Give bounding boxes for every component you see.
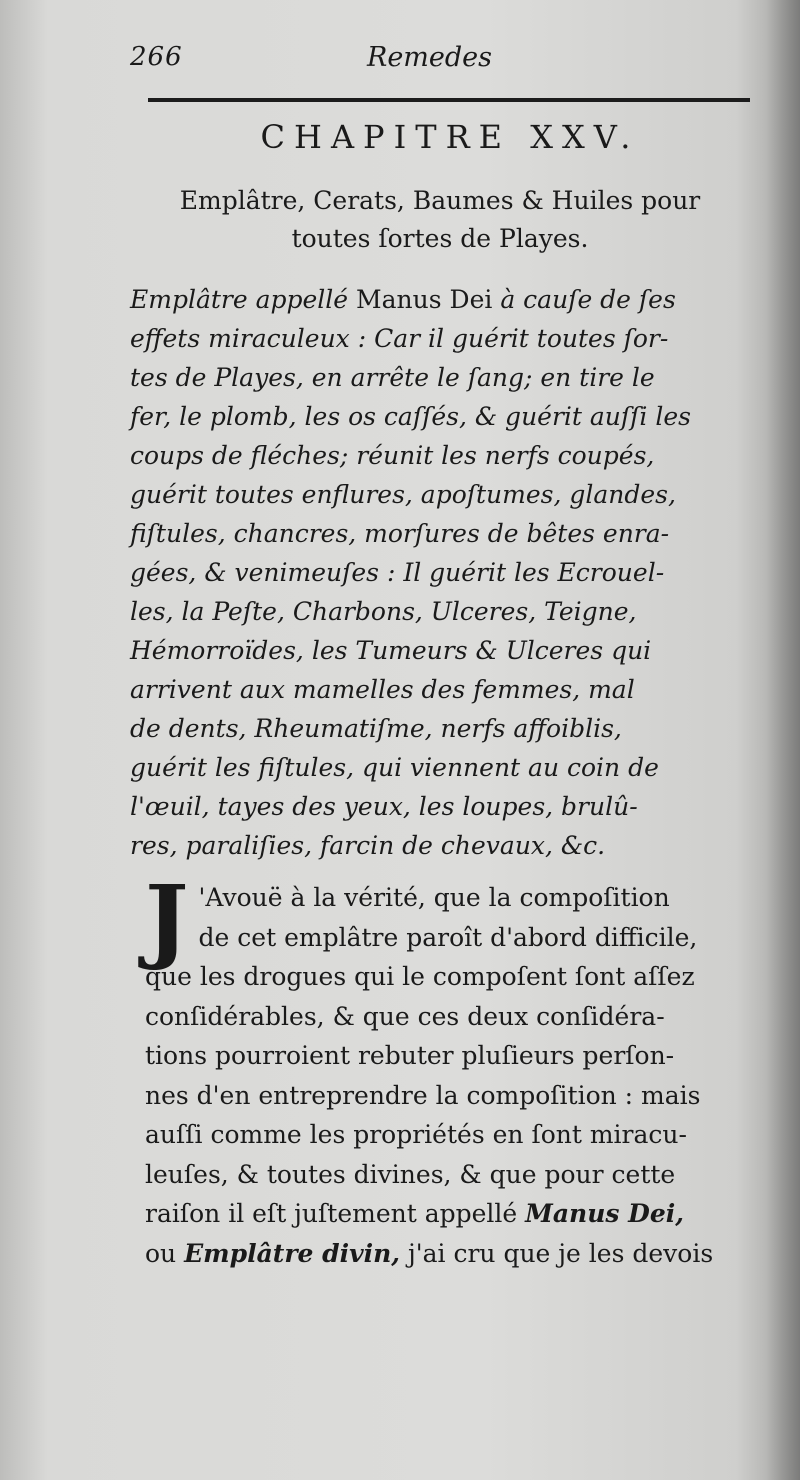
running-head: Remedes: [367, 42, 493, 73]
recipe-intro-paragraph: [130, 280, 758, 865]
intro-line: fer, le plomb, les os caſſés, & guérit auſſi les: [130, 402, 691, 431]
chapter-subtitle: [130, 182, 750, 258]
intro-line: fiſtules, chancres, morſures de bêtes enra-: [130, 519, 670, 548]
body-line: [145, 1194, 763, 1234]
body-line: [145, 1234, 763, 1274]
intro-line: les, la Peſte, Charbons, Ulceres, Teigne,: [130, 597, 637, 626]
last-line-tail: j'ai cru que je les devois: [407, 1238, 714, 1268]
intro-line: tes de Playes, en arrête le ſang; en tire le: [130, 363, 655, 392]
body-line: tions pourroient rebuter pluſieurs perſon-: [145, 1041, 675, 1070]
intro-line: l'œuil, tayes des yeux, les loupes, brulû-: [130, 792, 638, 821]
body-line: auſſi comme les propriétés en ſont miracu-: [145, 1120, 687, 1149]
body-line-start: raiſon il eſt juſtement appellé: [145, 1199, 518, 1228]
body-line: leuſes, & toutes divines, & que pour cette: [145, 1159, 676, 1189]
intro-line-start: Emplâtre appellé: [130, 285, 349, 314]
intro-line: [130, 280, 758, 319]
page-gutter-shadow: [766, 0, 800, 1480]
page-number: 266: [130, 42, 183, 72]
italic-emplatre-divin: Emplâtre divin,: [184, 1238, 401, 1268]
drop-cap: J: [145, 865, 189, 973]
intro-line: guérit toutes enflures, apoſtumes, glandes,: [130, 480, 676, 509]
intro-line: coups de fléches; réunit les nerfs coupés,: [130, 441, 655, 470]
intro-line: gées, & venimeuſes : Il guérit les Ecrouel-: [130, 558, 665, 587]
italic-manus-dei: Manus Dei,: [525, 1199, 684, 1228]
header-rule: [148, 98, 750, 102]
body-paragraph: [145, 865, 763, 1273]
intro-line: arrivent aux mamelles des femmes, mal: [130, 675, 635, 704]
intro-line: Hémorroïdes, les Tumeurs & Ulceres qui: [130, 636, 652, 665]
intro-line: de dents, Rheumatiſme, nerfs affoiblis,: [130, 714, 622, 743]
manus-dei-phrase: Manus Dei: [356, 285, 493, 314]
page-header: [130, 42, 750, 82]
subtitle-line: toutes ſortes de Playes.: [291, 224, 589, 253]
intro-line-tail: à cauſe de ſes: [500, 285, 676, 314]
chapter-title: CHAPITRE XXV.: [260, 118, 640, 156]
body-line: de cet emplâtre paroît d'abord difficile,: [198, 922, 698, 952]
last-line-prefix: ou: [145, 1238, 177, 1268]
body-line: que les drogues qui le compoſent ſont aſſez: [145, 962, 695, 991]
intro-line: effets miraculeux : Car il guérit toutes ſor-: [130, 324, 669, 353]
body-line: conſidérables, & que ces deux conſidéra-: [145, 1001, 665, 1031]
subtitle-line: Emplâtre, Cerats, Baumes & Huiles pour: [179, 186, 701, 215]
body-line: nes d'en entreprendre la compoſition : mais: [145, 1080, 701, 1110]
intro-line: res, paraliſies, farcin de chevaux, &c.: [130, 831, 606, 860]
body-line: 'Avouë à la vérité, que la compoſition: [198, 883, 670, 912]
intro-line: guérit les fiſtules, qui viennent au coin de: [130, 753, 659, 782]
